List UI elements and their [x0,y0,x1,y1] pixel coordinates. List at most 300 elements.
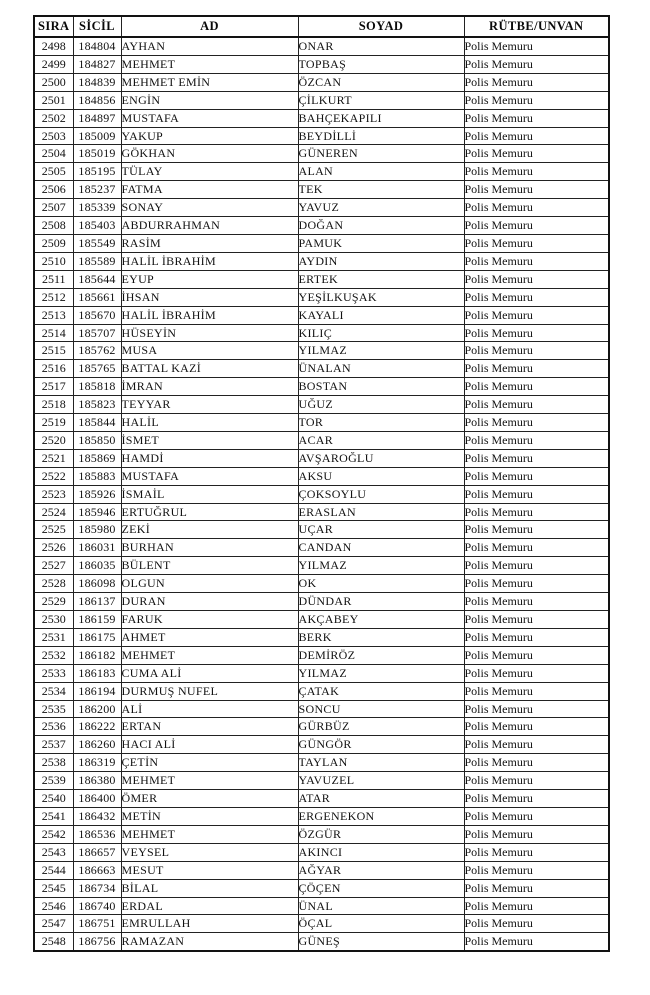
cell-rutbe: Polis Memuru [464,414,609,432]
cell-sira: 2542 [34,825,73,843]
cell-soyad: TEK [298,181,464,199]
cell-ad: RAMAZAN [121,933,298,951]
cell-sicil: 184804 [73,37,121,55]
cell-rutbe: Polis Memuru [464,396,609,414]
cell-soyad: AKINCI [298,843,464,861]
cell-sicil: 186734 [73,879,121,897]
cell-rutbe: Polis Memuru [464,252,609,270]
cell-ad: MEHMET [121,772,298,790]
cell-rutbe: Polis Memuru [464,270,609,288]
cell-ad: ÇETİN [121,754,298,772]
cell-sira: 2548 [34,933,73,951]
cell-ad: METİN [121,807,298,825]
cell-soyad: KILIÇ [298,324,464,342]
cell-sicil: 184827 [73,55,121,73]
table-row [34,199,609,217]
cell-rutbe: Polis Memuru [464,807,609,825]
cell-ad: HALİL İBRAHİM [121,306,298,324]
table-row [34,181,609,199]
cell-sicil: 185339 [73,199,121,217]
table-row [34,485,609,503]
cell-ad: BİLAL [121,879,298,897]
cell-ad: CUMA ALİ [121,664,298,682]
cell-sira: 2533 [34,664,73,682]
table-row [34,360,609,378]
cell-sira: 2544 [34,861,73,879]
cell-sicil: 185823 [73,396,121,414]
cell-sira: 2525 [34,521,73,539]
cell-sicil: 185403 [73,217,121,235]
column-header-rutbe: RÜTBE/UNVAN [464,16,609,37]
cell-sicil: 186159 [73,611,121,629]
column-header-sira: SIRA [34,16,73,37]
cell-sicil: 185707 [73,324,121,342]
cell-rutbe: Polis Memuru [464,933,609,951]
table-row [34,431,609,449]
cell-sira: 2505 [34,163,73,181]
cell-soyad: ATAR [298,790,464,808]
table-row [34,790,609,808]
cell-ad: BURHAN [121,539,298,557]
cell-sira: 2543 [34,843,73,861]
cell-ad: HACI ALİ [121,736,298,754]
table-row [34,91,609,109]
cell-sira: 2536 [34,718,73,736]
cell-ad: MUSA [121,342,298,360]
cell-soyad: YILMAZ [298,664,464,682]
cell-soyad: PAMUK [298,234,464,252]
table-row [34,861,609,879]
table-row [34,879,609,897]
cell-soyad: YILMAZ [298,342,464,360]
cell-soyad: ERASLAN [298,503,464,521]
cell-soyad: TOPBAŞ [298,55,464,73]
cell-ad: TEYYAR [121,396,298,414]
cell-rutbe: Polis Memuru [464,628,609,646]
cell-ad: HAMDİ [121,449,298,467]
table-row [34,521,609,539]
cell-rutbe: Polis Memuru [464,754,609,772]
cell-sicil: 186035 [73,557,121,575]
table-row [34,467,609,485]
cell-ad: İSMAİL [121,485,298,503]
cell-sira: 2540 [34,790,73,808]
cell-soyad: CANDAN [298,539,464,557]
cell-soyad: BERK [298,628,464,646]
cell-sicil: 186380 [73,772,121,790]
cell-ad: DURAN [121,593,298,611]
cell-soyad: OK [298,575,464,593]
cell-rutbe: Polis Memuru [464,73,609,91]
cell-sicil: 186400 [73,790,121,808]
table-row [34,270,609,288]
table-row [34,73,609,91]
cell-sicil: 186751 [73,915,121,933]
cell-sicil: 185589 [73,252,121,270]
cell-rutbe: Polis Memuru [464,700,609,718]
cell-sicil: 186182 [73,646,121,664]
cell-soyad: ÖZGÜR [298,825,464,843]
cell-rutbe: Polis Memuru [464,37,609,55]
cell-sira: 2529 [34,593,73,611]
cell-rutbe: Polis Memuru [464,234,609,252]
cell-rutbe: Polis Memuru [464,342,609,360]
cell-ad: ABDURRAHMAN [121,217,298,235]
table-row [34,342,609,360]
cell-rutbe: Polis Memuru [464,181,609,199]
cell-sicil: 186536 [73,825,121,843]
cell-sira: 2499 [34,55,73,73]
cell-soyad: TAYLAN [298,754,464,772]
cell-rutbe: Polis Memuru [464,199,609,217]
cell-sicil: 185195 [73,163,121,181]
cell-sicil: 185946 [73,503,121,521]
cell-rutbe: Polis Memuru [464,664,609,682]
cell-sira: 2502 [34,109,73,127]
table-row [34,127,609,145]
cell-ad: MEHMET [121,55,298,73]
cell-ad: ERDAL [121,897,298,915]
cell-ad: MESUT [121,861,298,879]
cell-sira: 2512 [34,288,73,306]
cell-ad: HALİL İBRAHİM [121,252,298,270]
cell-soyad: ÇOKSOYLU [298,485,464,503]
cell-sira: 2528 [34,575,73,593]
cell-sira: 2526 [34,539,73,557]
cell-soyad: YILMAZ [298,557,464,575]
table-row [34,718,609,736]
cell-sira: 2535 [34,700,73,718]
cell-ad: AHMET [121,628,298,646]
cell-sira: 2516 [34,360,73,378]
cell-sicil: 185549 [73,234,121,252]
table-row [34,145,609,163]
cell-sicil: 186031 [73,539,121,557]
table-row [34,217,609,235]
cell-sira: 2541 [34,807,73,825]
cell-sira: 2522 [34,467,73,485]
cell-rutbe: Polis Memuru [464,736,609,754]
cell-rutbe: Polis Memuru [464,772,609,790]
table-row [34,109,609,127]
table-body [34,37,609,951]
cell-ad: İHSAN [121,288,298,306]
cell-sira: 2520 [34,431,73,449]
cell-rutbe: Polis Memuru [464,646,609,664]
cell-sicil: 184897 [73,109,121,127]
cell-sicil: 185765 [73,360,121,378]
cell-sicil: 185883 [73,467,121,485]
cell-sicil: 185019 [73,145,121,163]
cell-sicil: 186657 [73,843,121,861]
table-row [34,843,609,861]
cell-sicil: 185869 [73,449,121,467]
cell-sicil: 185844 [73,414,121,432]
cell-soyad: AĞYAR [298,861,464,879]
cell-soyad: UÇAR [298,521,464,539]
table-row [34,736,609,754]
cell-sira: 2546 [34,897,73,915]
cell-rutbe: Polis Memuru [464,843,609,861]
cell-ad: İMRAN [121,378,298,396]
table-row [34,575,609,593]
cell-rutbe: Polis Memuru [464,288,609,306]
cell-sira: 2503 [34,127,73,145]
table-header-row [34,16,609,37]
cell-soyad: KAYALI [298,306,464,324]
cell-rutbe: Polis Memuru [464,485,609,503]
cell-sira: 2506 [34,181,73,199]
cell-sicil: 186260 [73,736,121,754]
cell-ad: FATMA [121,181,298,199]
cell-sira: 2511 [34,270,73,288]
cell-soyad: DÜNDAR [298,593,464,611]
cell-sicil: 186194 [73,682,121,700]
cell-rutbe: Polis Memuru [464,682,609,700]
cell-soyad: BEYDİLLİ [298,127,464,145]
cell-sicil: 185009 [73,127,121,145]
table-row [34,503,609,521]
cell-sira: 2539 [34,772,73,790]
cell-soyad: ÇİLKURT [298,91,464,109]
cell-rutbe: Polis Memuru [464,360,609,378]
cell-sicil: 186200 [73,700,121,718]
cell-ad: BÜLENT [121,557,298,575]
cell-sicil: 186098 [73,575,121,593]
cell-ad: ÖMER [121,790,298,808]
cell-sira: 2513 [34,306,73,324]
cell-ad: HÜSEYİN [121,324,298,342]
cell-soyad: ÇÖÇEN [298,879,464,897]
table-row [34,825,609,843]
cell-rutbe: Polis Memuru [464,718,609,736]
cell-ad: ZEKİ [121,521,298,539]
cell-ad: AYHAN [121,37,298,55]
cell-ad: VEYSEL [121,843,298,861]
cell-soyad: UĞUZ [298,396,464,414]
cell-ad: EMRULLAH [121,915,298,933]
cell-soyad: GÜRBÜZ [298,718,464,736]
cell-ad: BATTAL KAZİ [121,360,298,378]
table-row [34,664,609,682]
cell-sira: 2537 [34,736,73,754]
cell-soyad: BOSTAN [298,378,464,396]
cell-ad: RASİM [121,234,298,252]
cell-sicil: 186740 [73,897,121,915]
cell-sira: 2524 [34,503,73,521]
cell-rutbe: Polis Memuru [464,861,609,879]
table-row [34,933,609,951]
cell-ad: OLGUN [121,575,298,593]
cell-sira: 2517 [34,378,73,396]
cell-rutbe: Polis Memuru [464,467,609,485]
cell-soyad: ÖÇAL [298,915,464,933]
cell-soyad: AKSU [298,467,464,485]
cell-ad: MEHMET EMİN [121,73,298,91]
table-row [34,378,609,396]
table-row [34,539,609,557]
cell-sira: 2498 [34,37,73,55]
table-row [34,449,609,467]
table-row [34,754,609,772]
cell-sira: 2521 [34,449,73,467]
table-header [34,16,609,37]
table-row [34,414,609,432]
table-row [34,700,609,718]
cell-sicil: 185926 [73,485,121,503]
cell-soyad: ACAR [298,431,464,449]
cell-ad: HALİL [121,414,298,432]
cell-rutbe: Polis Memuru [464,127,609,145]
cell-ad: EYUP [121,270,298,288]
cell-soyad: AYDIN [298,252,464,270]
cell-ad: SONAY [121,199,298,217]
cell-soyad: ÇATAK [298,682,464,700]
column-header-soyad: SOYAD [298,16,464,37]
cell-ad: DURMUŞ NUFEL [121,682,298,700]
table-row [34,163,609,181]
cell-sicil: 185237 [73,181,121,199]
table-row [34,897,609,915]
table-row [34,306,609,324]
cell-rutbe: Polis Memuru [464,306,609,324]
cell-sicil: 186222 [73,718,121,736]
cell-ad: MEHMET [121,646,298,664]
table-row [34,807,609,825]
cell-soyad: DEMİRÖZ [298,646,464,664]
cell-rutbe: Polis Memuru [464,163,609,181]
table-row [34,396,609,414]
cell-sicil: 184839 [73,73,121,91]
table-row [34,611,609,629]
cell-rutbe: Polis Memuru [464,91,609,109]
cell-sira: 2501 [34,91,73,109]
cell-sicil: 185661 [73,288,121,306]
table-row [34,646,609,664]
cell-soyad: GÜNGÖR [298,736,464,754]
cell-rutbe: Polis Memuru [464,790,609,808]
cell-rutbe: Polis Memuru [464,879,609,897]
table-row [34,772,609,790]
table-row [34,682,609,700]
cell-sicil: 185670 [73,306,121,324]
table-row [34,37,609,55]
cell-sicil: 186319 [73,754,121,772]
cell-rutbe: Polis Memuru [464,145,609,163]
cell-rutbe: Polis Memuru [464,217,609,235]
cell-sicil: 186432 [73,807,121,825]
cell-sira: 2504 [34,145,73,163]
cell-ad: ENGİN [121,91,298,109]
cell-sicil: 186663 [73,861,121,879]
cell-soyad: GÜNEŞ [298,933,464,951]
table-row [34,252,609,270]
table-row [34,557,609,575]
cell-sicil: 185850 [73,431,121,449]
cell-sicil: 185762 [73,342,121,360]
cell-rutbe: Polis Memuru [464,539,609,557]
cell-soyad: ÜNAL [298,897,464,915]
cell-sira: 2527 [34,557,73,575]
cell-rutbe: Polis Memuru [464,825,609,843]
column-header-ad: AD [121,16,298,37]
cell-rutbe: Polis Memuru [464,915,609,933]
cell-ad: YAKUP [121,127,298,145]
cell-soyad: ALAN [298,163,464,181]
cell-sira: 2519 [34,414,73,432]
cell-rutbe: Polis Memuru [464,593,609,611]
cell-rutbe: Polis Memuru [464,431,609,449]
cell-sicil: 186137 [73,593,121,611]
table-row [34,55,609,73]
table-row [34,593,609,611]
cell-ad: ERTAN [121,718,298,736]
cell-sicil: 185980 [73,521,121,539]
cell-sira: 2534 [34,682,73,700]
cell-ad: TÜLAY [121,163,298,181]
cell-rutbe: Polis Memuru [464,109,609,127]
cell-sira: 2531 [34,628,73,646]
cell-sira: 2545 [34,879,73,897]
cell-rutbe: Polis Memuru [464,55,609,73]
table-row [34,324,609,342]
cell-sicil: 186183 [73,664,121,682]
cell-sira: 2523 [34,485,73,503]
cell-soyad: BAHÇEKAPILI [298,109,464,127]
cell-soyad: ÜNALAN [298,360,464,378]
cell-soyad: AKÇABEY [298,611,464,629]
cell-ad: MUSTAFA [121,109,298,127]
cell-rutbe: Polis Memuru [464,897,609,915]
cell-soyad: ÖZCAN [298,73,464,91]
cell-rutbe: Polis Memuru [464,611,609,629]
cell-sicil: 186756 [73,933,121,951]
table-row [34,234,609,252]
cell-sira: 2518 [34,396,73,414]
cell-soyad: ERTEK [298,270,464,288]
cell-soyad: GÜNEREN [298,145,464,163]
cell-sira: 2507 [34,199,73,217]
cell-sira: 2514 [34,324,73,342]
cell-ad: İSMET [121,431,298,449]
cell-soyad: YEŞİLKUŞAK [298,288,464,306]
cell-sira: 2509 [34,234,73,252]
cell-rutbe: Polis Memuru [464,575,609,593]
table-row [34,288,609,306]
table-row [34,628,609,646]
cell-soyad: ONAR [298,37,464,55]
cell-rutbe: Polis Memuru [464,324,609,342]
cell-soyad: SONCU [298,700,464,718]
cell-sicil: 184856 [73,91,121,109]
cell-soyad: YAVUZ [298,199,464,217]
cell-sicil: 185818 [73,378,121,396]
cell-rutbe: Polis Memuru [464,557,609,575]
cell-sira: 2547 [34,915,73,933]
cell-sira: 2515 [34,342,73,360]
cell-rutbe: Polis Memuru [464,503,609,521]
cell-sira: 2532 [34,646,73,664]
cell-soyad: YAVUZEL [298,772,464,790]
cell-sicil: 186175 [73,628,121,646]
cell-ad: ALİ [121,700,298,718]
cell-ad: MEHMET [121,825,298,843]
cell-rutbe: Polis Memuru [464,378,609,396]
cell-sicil: 185644 [73,270,121,288]
cell-soyad: DOĞAN [298,217,464,235]
cell-soyad: AVŞAROĞLU [298,449,464,467]
table-row [34,915,609,933]
